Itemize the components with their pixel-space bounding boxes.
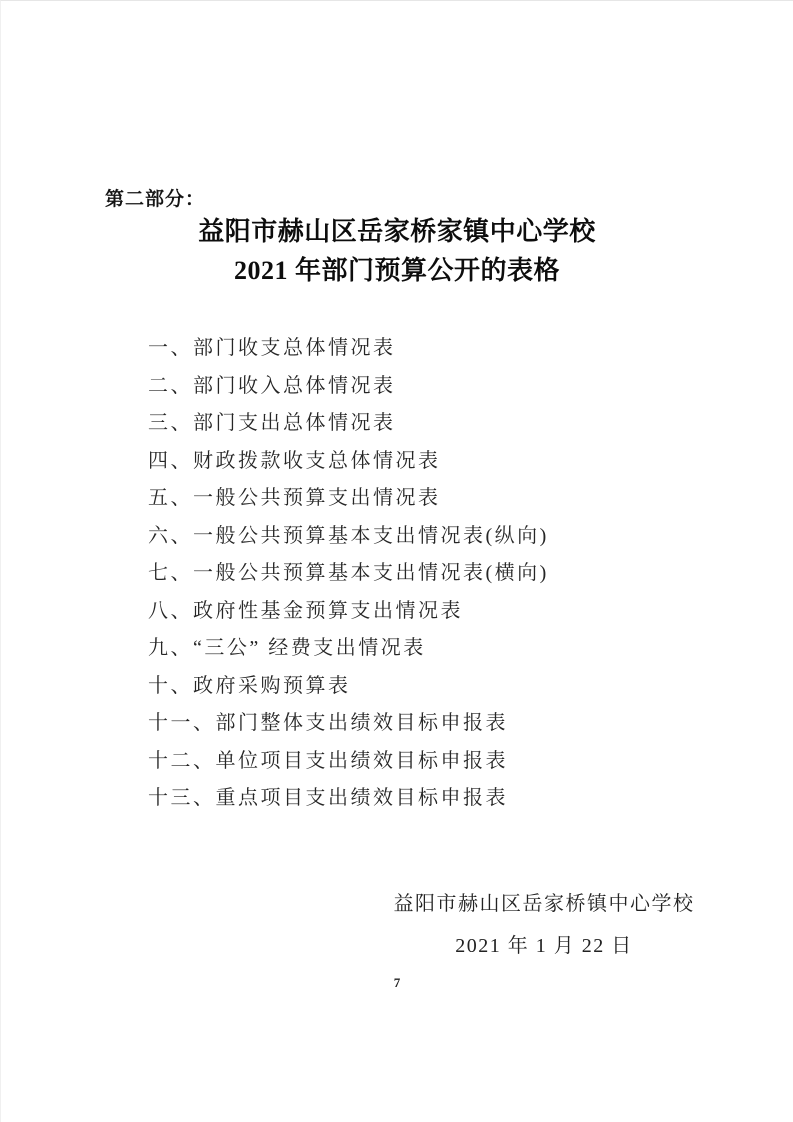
toc-item: 四、财政拨款收支总体情况表 <box>148 449 441 472</box>
section-label: 第二部分： <box>105 189 206 210</box>
toc-item: 六、一般公共预算基本支出情况表(纵向) <box>148 524 549 547</box>
toc-item: 五、一般公共预算支出情况表 <box>148 487 441 509</box>
title-line-1: 益阳市赫山区岳家桥家镇中心学校 <box>198 217 596 246</box>
toc-item: 十、政府采购预算表 <box>148 674 351 697</box>
toc-item: 十二、单位项目支出绩效目标申报表 <box>148 749 508 772</box>
toc-item: 三、部门支出总体情况表 <box>148 412 396 434</box>
signature-date: 2021 年 1 月 22 日 <box>455 935 633 957</box>
toc-item: 九、“三公” 经费支出情况表 <box>148 637 426 659</box>
toc-item: 二、部门收入总体情况表 <box>148 374 396 397</box>
table-of-contents <box>148 330 733 818</box>
signature-org: 益阳市赫山区岳家桥镇中心学校 <box>393 893 695 915</box>
toc-item: 八、政府性基金预算支出情况表 <box>148 599 463 622</box>
toc-item: 一、部门收支总体情况表 <box>148 337 396 359</box>
toc-item: 七、一般公共预算基本支出情况表(横向) <box>148 562 549 584</box>
page-number: 7 <box>393 975 401 990</box>
signature-block <box>390 883 698 967</box>
toc-item: 十三、重点项目支出绩效目标申报表 <box>148 787 508 809</box>
document-title <box>1 212 793 290</box>
toc-item: 十一、部门整体支出绩效目标申报表 <box>148 712 508 734</box>
title-line-2: 2021 年部门预算公开的表格 <box>233 256 560 285</box>
